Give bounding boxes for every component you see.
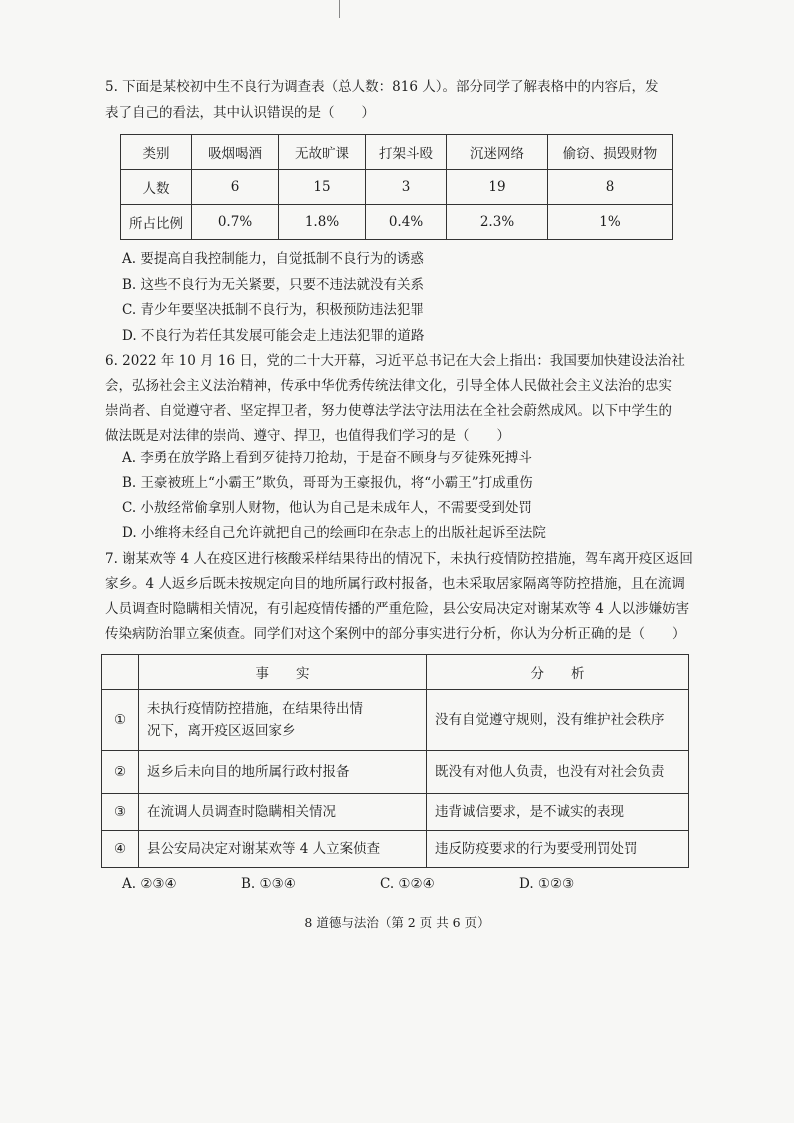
q6-line-1: 6. 2022 年 10 月 16 日，党的二十大开幕，习近平总书记在大会上指出：我国要加快建设法治社 (105, 353, 685, 369)
q5-survey-table (120, 134, 673, 240)
q7-answer-b[interactable]: B. ①③④ (241, 876, 296, 892)
table-cell: 违背诚信要求，是不诚实的表现 (427, 794, 689, 831)
question-7-stem (105, 547, 693, 647)
q7-analysis-table (101, 654, 689, 868)
question-5-stem (105, 74, 658, 126)
table-row (102, 831, 689, 868)
table-cell: ② (102, 751, 139, 794)
q5-line-2: 表了自己的看法，其中认识错误的是（ ） (105, 105, 375, 121)
table-header-cell: 偷窃、损毁财物 (548, 135, 673, 170)
q6-line-4: 做法既是对法律的崇尚、遵守、捍卫，也值得我们学习的是（ ） (105, 428, 510, 444)
table-cell: ④ (102, 831, 139, 868)
q6-option-b[interactable]: B. 王豪被班上“小霸王”欺负，哥哥为王豪报仇，将“小霸王”打成重伤 (122, 475, 533, 491)
table-cell: 2.3% (447, 205, 548, 240)
q6-option-c[interactable]: C. 小敖经常偷拿别人财物，他认为自己是未成年人，不需要受到处罚 (122, 500, 532, 516)
q5-option-c[interactable]: C. 青少年要坚决抵制不良行为，积极预防违法犯罪 (122, 302, 424, 318)
q7-line-1: 7. 谢某欢等 4 人在疫区进行核酸采样结果待出的情况下，未执行疫情防控措施，驾车离开疫区返回 (105, 551, 693, 567)
table-cell: 所占比例 (121, 205, 192, 240)
question-6-stem (105, 349, 685, 449)
table-header-row (102, 655, 689, 690)
table-cell: 未执行疫情防控措施，在结果待出情况下，离开疫区返回家乡 (139, 690, 427, 751)
table-row (102, 794, 689, 831)
table-cell: 返乡后未向目的地所属行政村报备 (139, 751, 427, 794)
table-cell: 19 (447, 170, 548, 205)
table-cell: 违反防疫要求的行为要受刑罚处罚 (427, 831, 689, 868)
table-header-cell: 无故旷课 (279, 135, 366, 170)
q5-option-d[interactable]: D. 不良行为若任其发展可能会走上违法犯罪的道路 (122, 327, 425, 344)
q5-line-1: 5. 下面是某校初中生不良行为调查表（总人数：816 人）。部分同学了解表格中的内容后，发 (105, 79, 659, 95)
q7-line-3: 人员调查时隐瞒相关情况，有引起疫情传播的严重危险，县公安局决定对谢某欢等 4 人以涉嫌妨害 (105, 601, 690, 617)
table-cell: ③ (102, 794, 139, 831)
q6-options (122, 446, 546, 546)
table-cell: 8 (548, 170, 673, 205)
table-cell: 县公安局决定对谢某欢等 4 人立案侦查 (139, 831, 427, 868)
fold-mark (339, 0, 340, 18)
q6-option-a[interactable]: A. 李勇在放学路上看到歹徒持刀抢劫，于是奋不顾身与歹徒殊死搏斗 (122, 450, 532, 466)
table-cell: 0.4% (366, 205, 447, 240)
q7-answer-d[interactable]: D. ①②③ (519, 876, 575, 892)
table-header-cell: 分 析 (427, 655, 689, 690)
q7-answer-c[interactable]: C. ①②④ (380, 876, 435, 892)
table-header-cell (102, 655, 139, 690)
table-header-cell: 类别 (121, 135, 192, 170)
table-cell: 在流调人员调查时隐瞒相关情况 (139, 794, 427, 831)
table-cell: 1% (548, 205, 673, 240)
q6-option-d[interactable]: D. 小维将未经自己允许就把自己的绘画印在杂志上的出版社起诉至法院 (122, 525, 546, 541)
table-cell: 6 (192, 170, 279, 205)
table-header-cell: 沉迷网络 (447, 135, 548, 170)
table-cell: ① (102, 690, 139, 751)
q5-option-a[interactable]: A. 要提高自我控制能力，自觉抵制不良行为的诱惑 (122, 251, 424, 267)
page-footer: 8 道德与法治（第 2 页 共 6 页） (304, 915, 490, 930)
table-cell: 0.7% (192, 205, 279, 240)
table-cell: 没有自觉遵守规则，没有维护社会秩序 (427, 690, 689, 751)
table-row (121, 205, 673, 240)
table-header-cell: 打架斗殴 (366, 135, 447, 170)
q5-option-b[interactable]: B. 这些不良行为无关紧要，只要不违法就没有关系 (122, 276, 425, 293)
table-header-cell: 吸烟喝酒 (192, 135, 279, 170)
table-cell: 15 (279, 170, 366, 205)
q7-line-4: 传染病防治罪立案侦查。同学们对这个案例中的部分事实进行分析，你认为分析正确的是（ ） (105, 626, 686, 642)
table-cell: 1.8% (279, 205, 366, 240)
table-row (121, 170, 673, 205)
table-cell: 人数 (121, 170, 192, 205)
q5-options (122, 247, 424, 349)
q7-line-2: 家乡。4 人返乡后既未按规定向目的地所属行政村报备，也未采取居家隔离等防控措施，且在流调 (105, 576, 685, 592)
table-cell: 3 (366, 170, 447, 205)
q7-answer-a[interactable]: A. ②③④ (122, 876, 177, 892)
q6-line-3: 崇尚者、自觉遵守者、坚定捍卫者，努力使尊法学法守法用法在全社会蔚然成风。以下中学生的 (105, 403, 672, 419)
table-header-row (121, 135, 673, 170)
table-cell: 既没有对他人负责，也没有对社会负责 (427, 751, 689, 794)
table-row (102, 690, 689, 751)
table-header-cell: 事 实 (139, 655, 427, 690)
q6-line-2: 会，弘扬社会主义法治精神，传承中华优秀传统法律文化，引导全体人民做社会主义法治的忠实 (105, 378, 672, 394)
table-row (102, 751, 689, 794)
